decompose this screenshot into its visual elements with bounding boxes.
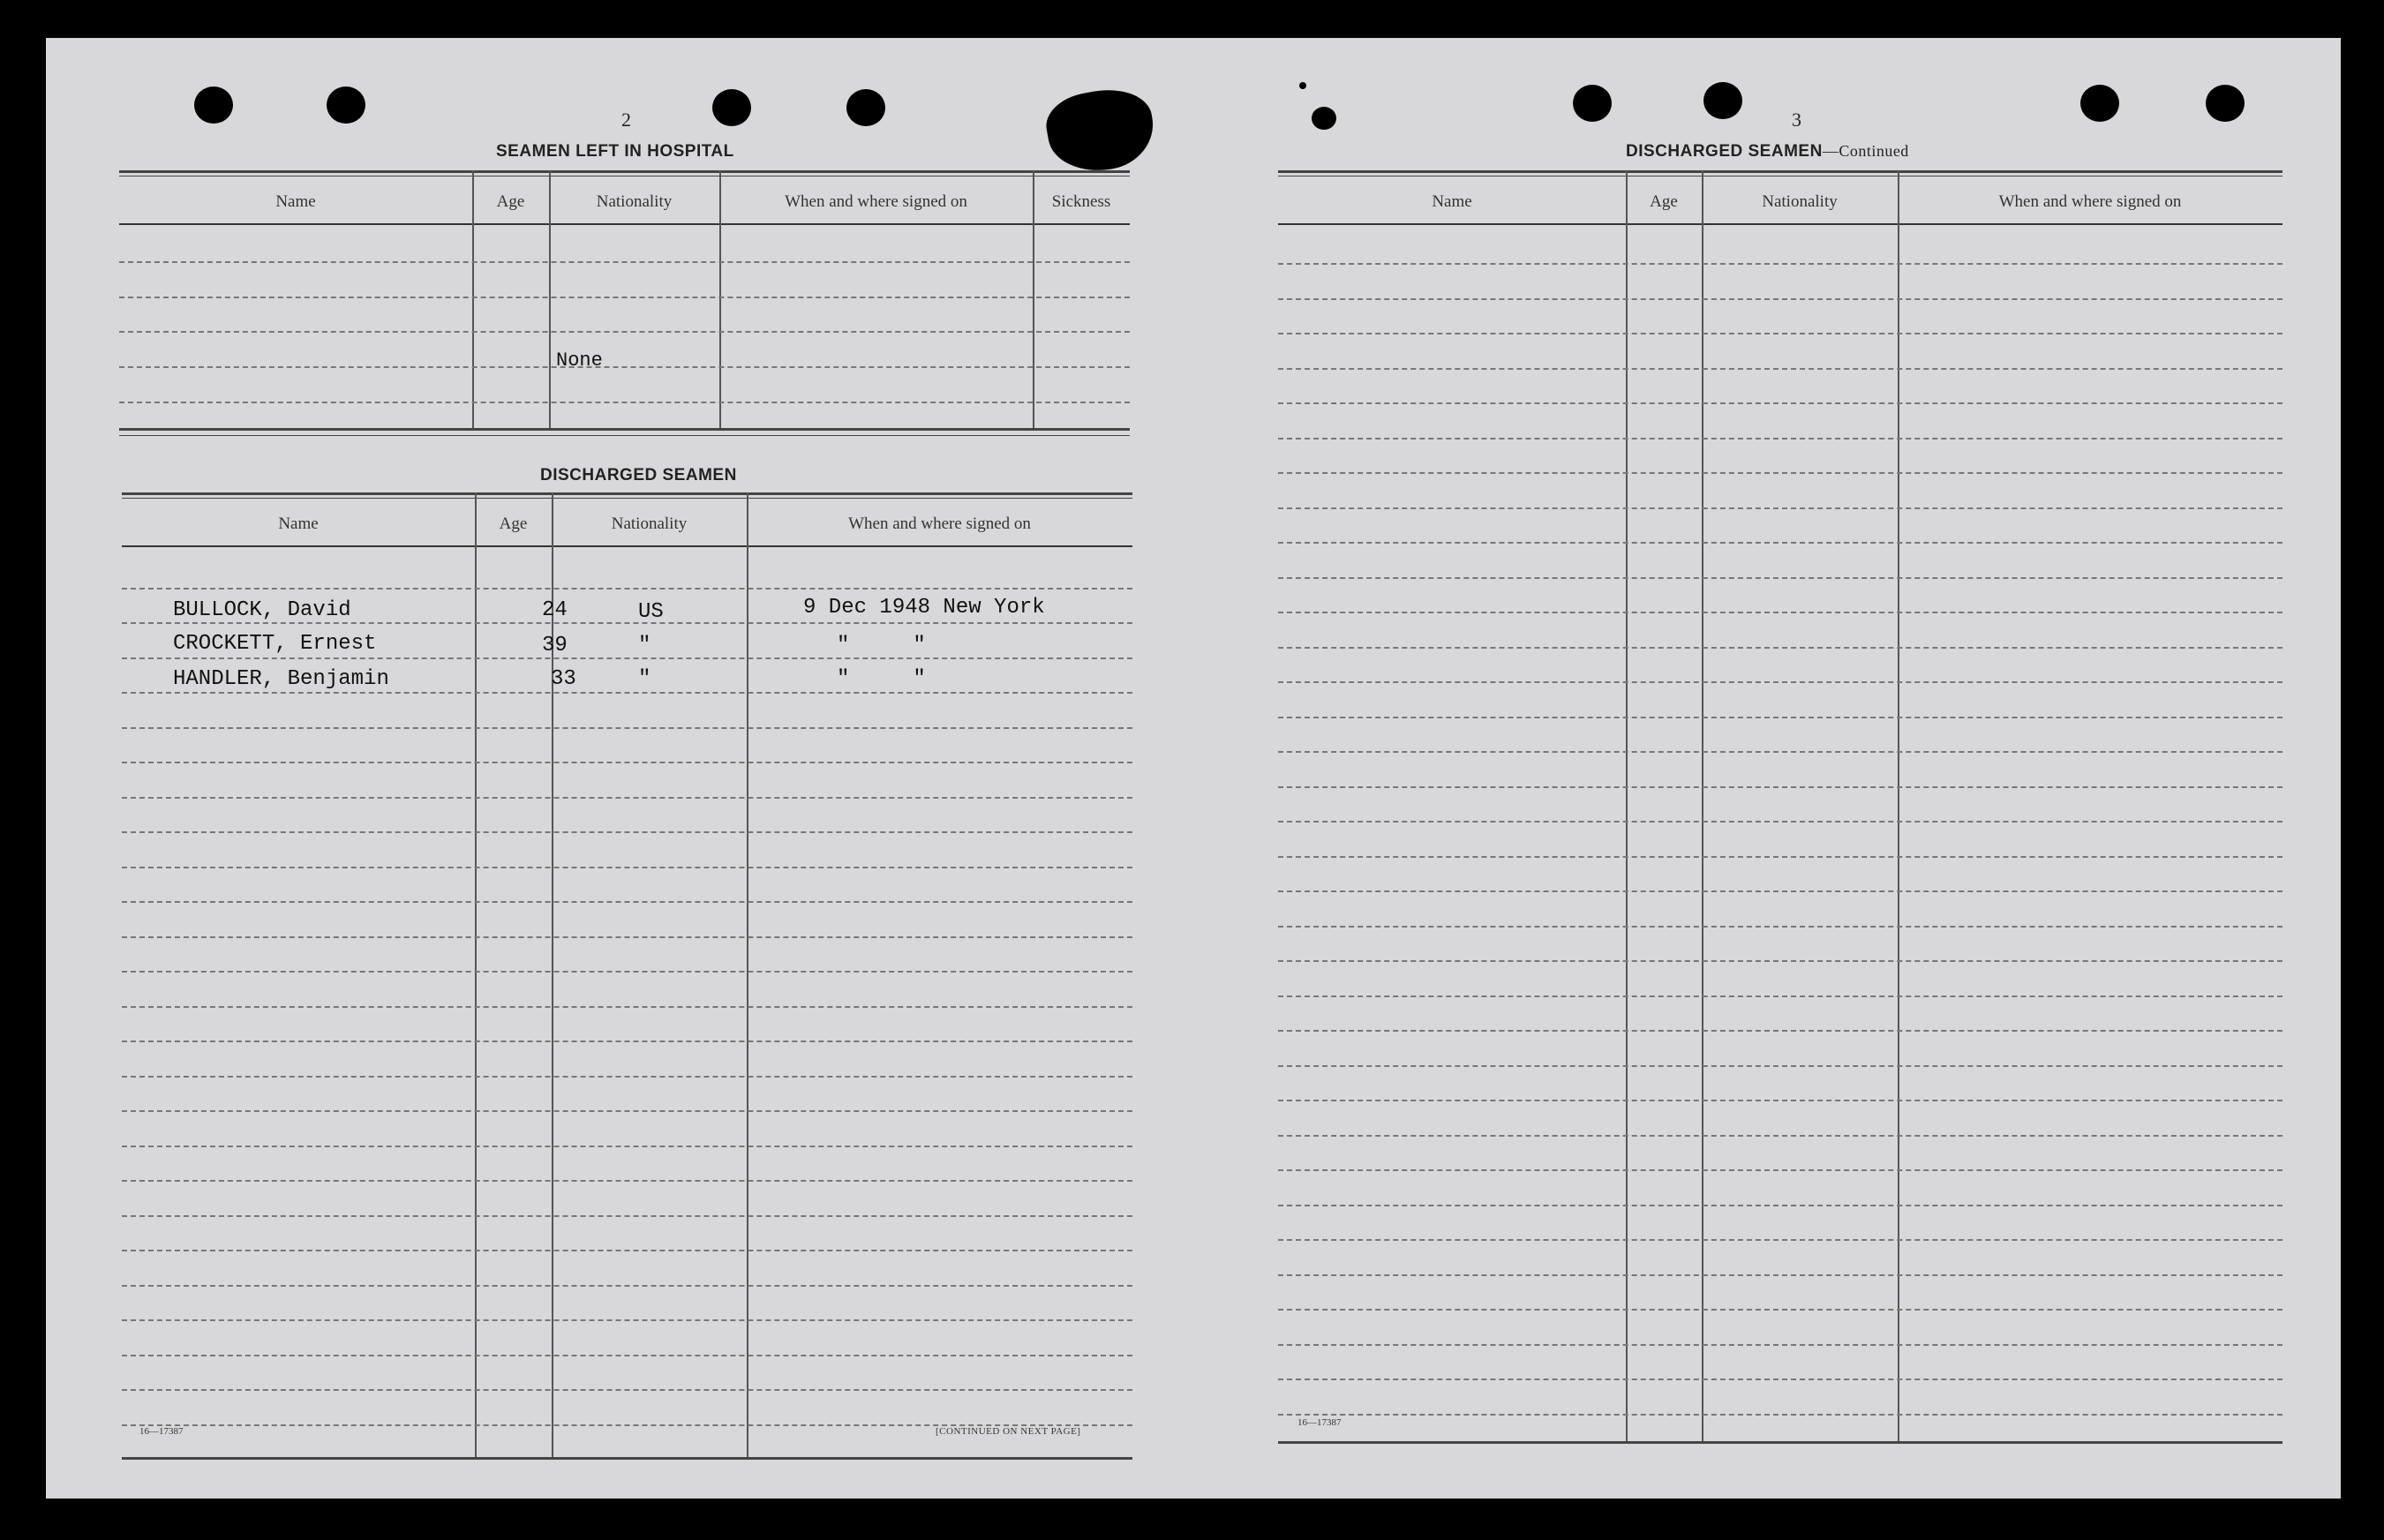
discharged-table	[122, 492, 1132, 1463]
punch-hole	[2206, 85, 2245, 122]
ruled-line	[1278, 926, 2282, 928]
continued-note: [CONTINUED ON NEXT PAGE]	[936, 1426, 1081, 1437]
section-title-discharged-continued	[1626, 142, 1909, 162]
discharged-continued-table	[1278, 170, 2282, 1450]
ruled-line	[1278, 577, 2282, 579]
seaman-signed-on: " "	[837, 634, 926, 657]
hospital-entry: None	[556, 349, 603, 372]
seaman-name: CROCKETT, Ernest	[173, 632, 377, 656]
ruled-line	[1278, 1100, 2282, 1101]
header-signed-on: When and where signed on	[848, 515, 1031, 533]
ruled-line	[1278, 472, 2282, 474]
header-age: Age	[496, 192, 525, 211]
ruled-line	[1278, 995, 2282, 997]
ruled-line	[1278, 960, 2282, 962]
ruled-line	[1278, 1030, 2282, 1032]
section-title-hospital: SEAMEN LEFT IN HOSPITAL	[496, 142, 734, 161]
header-name: Name	[1432, 192, 1472, 211]
ruled-line	[1278, 402, 2282, 404]
header-nationality: Nationality	[1762, 192, 1838, 211]
header-name: Name	[275, 192, 316, 211]
seaman-name: BULLOCK, David	[173, 598, 351, 622]
ruled-line	[1278, 612, 2282, 613]
header-nationality: Nationality	[596, 192, 673, 211]
form-number: 16—17387	[1297, 1417, 1342, 1428]
seaman-nationality: "	[638, 634, 651, 657]
seaman-age: 33	[551, 667, 576, 691]
ruled-line	[1278, 1065, 2282, 1067]
seaman-nationality: "	[638, 667, 651, 691]
punch-hole	[846, 89, 885, 126]
ink-stain	[1042, 82, 1160, 178]
page-number: 3	[1792, 109, 1801, 131]
ruled-line	[1278, 1239, 2282, 1241]
punch-hole	[1573, 85, 1612, 122]
ruled-line	[1278, 681, 2282, 683]
ruled-line	[1278, 1309, 2282, 1311]
punch-hole	[712, 89, 751, 126]
ruled-line	[1278, 786, 2282, 788]
ruled-line	[1278, 856, 2282, 858]
ruled-line	[1278, 438, 2282, 439]
header-signed-on: When and where signed on	[785, 192, 967, 211]
ruled-line	[1278, 507, 2282, 509]
seaman-signed-on: " "	[837, 667, 926, 691]
seaman-name: HANDLER, Benjamin	[173, 667, 389, 691]
title-continued: —Continued	[1822, 142, 1909, 160]
ruled-line	[1278, 1344, 2282, 1346]
ruled-line	[1278, 1169, 2282, 1171]
ruled-line	[1278, 1378, 2282, 1380]
seaman-age: 24	[542, 598, 568, 622]
header-sickness: Sickness	[1051, 192, 1111, 211]
header-age: Age	[499, 515, 528, 533]
ruled-line	[1278, 717, 2282, 718]
ruled-line	[1278, 1414, 2282, 1416]
ruled-line	[1278, 542, 2282, 544]
page-number: 2	[621, 109, 631, 131]
punch-hole	[327, 86, 365, 124]
title-main: DISCHARGED SEAMEN	[1626, 142, 1823, 161]
punch-hole	[2080, 85, 2119, 122]
header-age: Age	[1650, 192, 1678, 211]
ledger-sheet	[46, 38, 2341, 1499]
seaman-age: 39	[542, 634, 568, 657]
speck	[1312, 107, 1336, 130]
header-name: Name	[278, 515, 319, 533]
ruled-line	[1278, 890, 2282, 892]
ruled-line	[1278, 263, 2282, 265]
header-nationality: Nationality	[611, 515, 688, 533]
ruled-line	[1278, 333, 2282, 334]
seaman-signed-on: 9 Dec 1948 New York	[803, 596, 1045, 620]
hospital-table	[119, 170, 1130, 479]
punch-hole	[194, 86, 233, 124]
ruled-line	[1278, 1274, 2282, 1276]
header-signed-on: When and where signed on	[1998, 192, 2182, 211]
ruled-line	[1278, 751, 2282, 753]
ruled-line	[1278, 821, 2282, 823]
speck	[1299, 82, 1306, 89]
punch-hole	[1703, 82, 1742, 119]
ruled-line	[1278, 647, 2282, 649]
seaman-nationality: US	[638, 600, 664, 624]
ruled-line	[1278, 1135, 2282, 1137]
ruled-line	[1278, 298, 2282, 300]
section-title-discharged: DISCHARGED SEAMEN	[540, 466, 737, 485]
ruled-line	[1278, 368, 2282, 370]
form-number: 16—17387	[139, 1426, 184, 1437]
ruled-line	[1278, 1205, 2282, 1206]
